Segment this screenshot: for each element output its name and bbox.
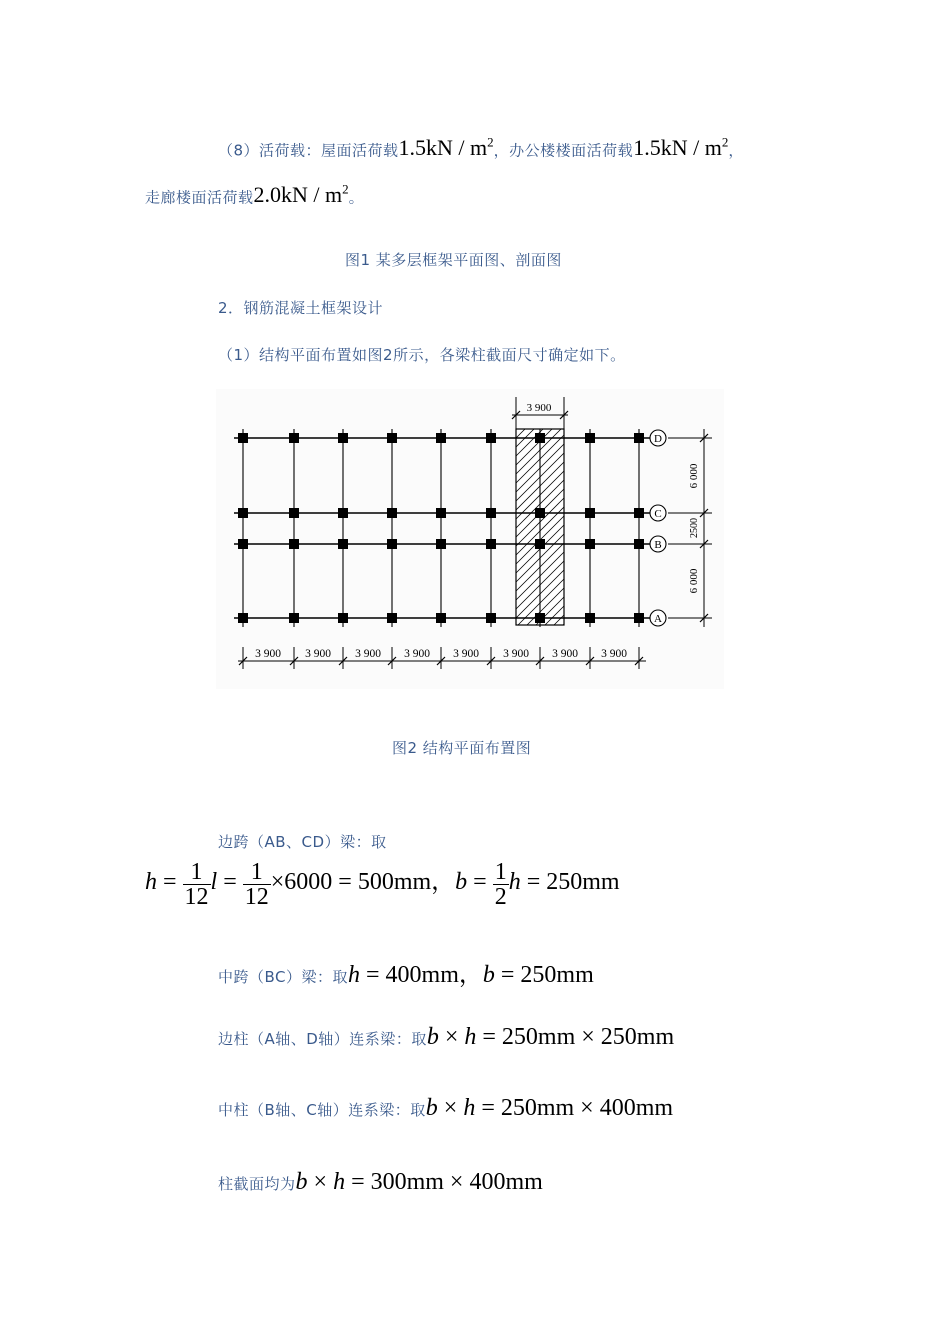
live-load-line-1 xyxy=(218,135,744,161)
column-square xyxy=(634,508,644,518)
live-load-line-2 xyxy=(145,182,364,208)
column-square xyxy=(436,539,446,549)
tie-side-label: 边柱（A轴、D轴）连系梁：取 xyxy=(218,1030,427,1048)
vdim-CB: 2500 xyxy=(689,518,700,538)
result-250mm: = 250mm xyxy=(520,869,620,895)
times-6000: ×6000 = 500mm， xyxy=(270,869,456,895)
column-square xyxy=(634,613,644,623)
column-square xyxy=(289,613,299,623)
column-square xyxy=(585,508,595,518)
column-square xyxy=(486,433,496,443)
beam-mid-label: 中跨（BC）梁：取 xyxy=(218,968,349,986)
column-square xyxy=(535,433,545,443)
var-b: b xyxy=(482,962,495,988)
column-square xyxy=(289,433,299,443)
bay-dim-7: 3 900 xyxy=(552,648,578,660)
column-square xyxy=(535,613,545,623)
column-square xyxy=(289,508,299,518)
var-b: b xyxy=(455,869,468,895)
column-square xyxy=(585,613,595,623)
live-load-prefix: （8）活荷载：屋面活荷载 xyxy=(218,141,399,160)
fraction-1-12-b: $\frac{1}{12}$ xyxy=(244,859,269,910)
times: × xyxy=(307,1169,334,1195)
column-square xyxy=(338,613,348,623)
axis-bubble-C xyxy=(650,505,666,521)
var-h: h xyxy=(333,1169,346,1195)
column-square xyxy=(289,539,299,549)
equals: = xyxy=(217,869,243,895)
comma: ， xyxy=(728,141,744,160)
column-square xyxy=(387,508,397,518)
value-300x400: = 300mm × 400mm xyxy=(345,1169,543,1195)
office-load-prefix: ，办公楼楼面活荷载 xyxy=(493,141,634,160)
office-live-load: $1.5kN / m^2$ xyxy=(633,135,729,161)
var-b: b xyxy=(295,1169,308,1195)
beam-side-label: 边跨（AB、CD）梁：取 xyxy=(218,833,387,851)
column-square xyxy=(338,508,348,518)
bay-dim-4: 3 900 xyxy=(404,648,430,660)
column-square xyxy=(585,539,595,549)
beam-mid-line xyxy=(218,954,594,989)
column-square xyxy=(338,539,348,549)
section2-title: 2．钢筋混凝土框架设计 xyxy=(218,299,384,317)
tie-mid-line xyxy=(218,1095,673,1122)
bay-dim-1: 3 900 xyxy=(255,648,281,660)
times: × xyxy=(438,1024,465,1050)
times: × xyxy=(437,1095,464,1121)
value-250x400: = 250mm × 400mm xyxy=(475,1095,674,1121)
vdim-DC: 6 000 xyxy=(688,463,700,489)
var-b: b xyxy=(425,1095,438,1121)
column-line xyxy=(218,1169,543,1196)
column-square xyxy=(486,613,496,623)
var-b: b xyxy=(426,1024,439,1050)
column-square xyxy=(238,433,248,443)
value-400mm: = 400mm， xyxy=(360,962,483,988)
column-square xyxy=(634,539,644,549)
svg-text:C: C xyxy=(654,508,662,520)
beam-side-equation xyxy=(145,860,620,909)
structural-plan-figure xyxy=(210,385,730,695)
column-square xyxy=(238,539,248,549)
var-h: h xyxy=(508,869,521,895)
axis-bubble-A xyxy=(650,610,666,626)
svg-text:A: A xyxy=(654,613,662,625)
tie-side-line xyxy=(218,1024,674,1051)
column-square xyxy=(387,539,397,549)
bay-dim-6: 3 900 xyxy=(503,648,529,660)
column-square xyxy=(238,508,248,518)
vdim-BA: 6 000 xyxy=(688,568,700,594)
axis-bubble-D xyxy=(650,430,666,446)
var-h: h xyxy=(348,962,361,988)
column-square xyxy=(486,539,496,549)
column-square xyxy=(238,613,248,623)
svg-text:D: D xyxy=(654,433,662,445)
column-square xyxy=(387,613,397,623)
figure1-caption: 图1 某多层框架平面图、剖面图 xyxy=(345,251,562,269)
column-square xyxy=(387,433,397,443)
column-square xyxy=(535,508,545,518)
column-square xyxy=(436,508,446,518)
period: 。 xyxy=(348,188,365,207)
column-square xyxy=(338,433,348,443)
corridor-load-prefix: 走廊楼面活荷载 xyxy=(145,188,254,207)
column-square xyxy=(436,433,446,443)
equals: = xyxy=(157,869,183,895)
bay-dim-5: 3 900 xyxy=(453,648,479,660)
column-square xyxy=(585,433,595,443)
var-h: h xyxy=(464,1024,477,1050)
var-l: l xyxy=(210,869,218,895)
column-square xyxy=(535,539,545,549)
top-dimension-label: 3 900 xyxy=(526,402,552,414)
tie-mid-label: 中柱（B轴、C轴）连系梁：取 xyxy=(218,1101,426,1119)
svg-text:B: B xyxy=(654,539,662,551)
column-square xyxy=(436,613,446,623)
var-h: h xyxy=(145,869,157,895)
figure2-caption: 图2 结构平面布置图 xyxy=(392,739,532,757)
roof-live-load: $1.5kN / m^2$ xyxy=(398,135,494,161)
bay-dim-3: 3 900 xyxy=(355,648,381,660)
bay-dim-2: 3 900 xyxy=(305,648,331,660)
axis-bubble-B xyxy=(650,536,666,552)
var-h: h xyxy=(463,1095,476,1121)
equals: = xyxy=(467,869,493,895)
column-square xyxy=(634,433,644,443)
section2-item1: （1）结构平面布置如图2所示，各梁柱截面尺寸确定如下。 xyxy=(218,346,626,364)
column-label: 柱截面均为 xyxy=(218,1175,296,1193)
fraction-1-2: $\frac{1}{2}$ xyxy=(494,859,507,910)
column-square xyxy=(486,508,496,518)
fraction-1-12: $\frac{1}{12}$ xyxy=(184,859,209,910)
corridor-live-load: $2.0kN / m^2$ xyxy=(253,182,349,208)
value-250mm: = 250mm xyxy=(494,962,594,988)
bay-dim-8: 3 900 xyxy=(601,648,627,660)
value-250x250: = 250mm × 250mm xyxy=(476,1024,675,1050)
